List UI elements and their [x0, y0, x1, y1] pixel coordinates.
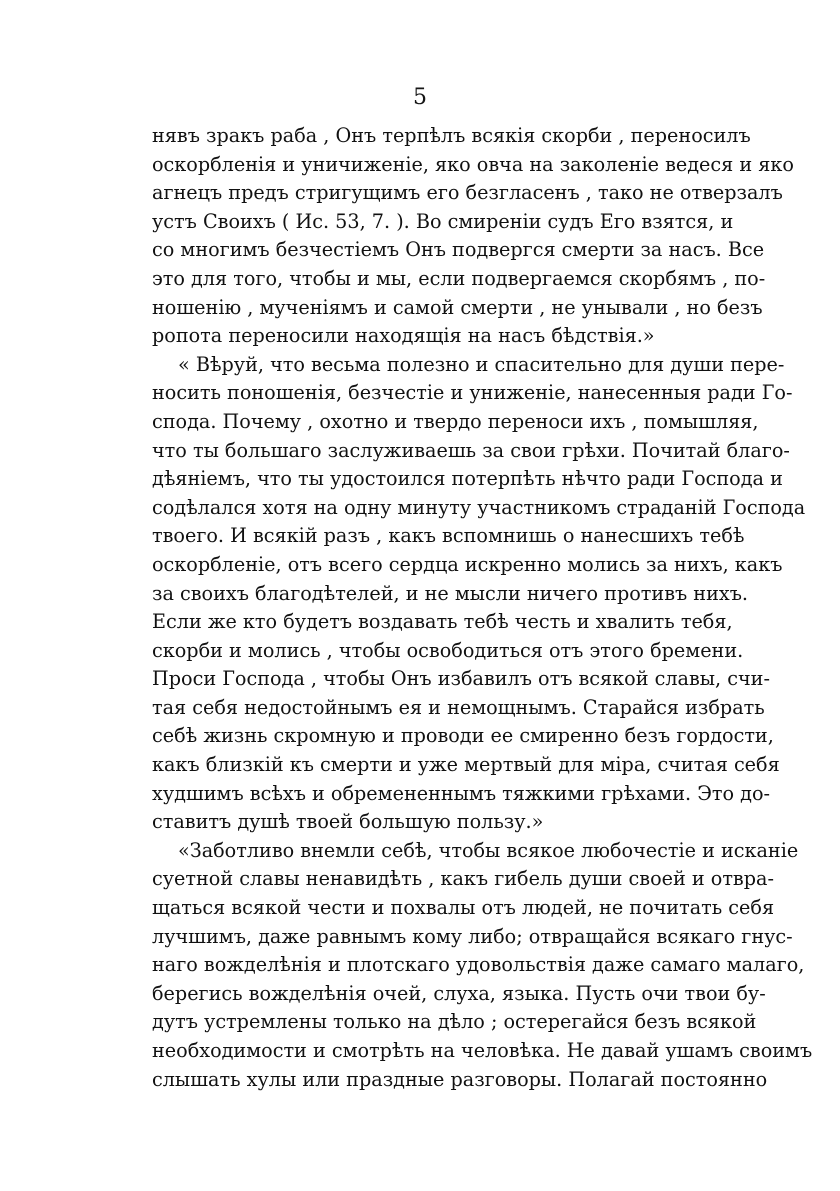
text-line: наго вожделѣнія и плотскаго удовольствія даже самаго малаго, [152, 953, 805, 977]
text-line: слышать хулы или праздные разговоры. Полагай постоянно [152, 1067, 768, 1091]
text-line: худшимъ всѣхъ и обремененнымъ тяжкими грѣхами. Это до- [152, 781, 771, 805]
text-line: за своихъ благодѣтелей, и не мысли ничего противъ нихъ. [152, 581, 749, 605]
text-line: « Вѣруй, что весьма полезно и спасительно для души пере- [178, 352, 785, 376]
text-line: дѣяніемъ, что ты удостоился потерпѣть нѣчто ради Господа и [152, 467, 783, 491]
text-line: тая себя недостойнымъ ея и немощнымъ. Старайся избрать [152, 695, 765, 719]
text-line: какъ близкій къ смерти и уже мертвый для міра, считая себя [152, 753, 780, 777]
text-line: лучшимъ, даже равнымъ кому либо; отвращайся всякаго гнус- [152, 924, 793, 948]
text-line: содѣлался хотя на одну минуту участникомъ страданій Господа [152, 495, 806, 519]
text-line: это для того, чтобы и мы, если подвергаемся скорбямъ , по- [152, 266, 766, 290]
text-line: берегись вожделѣнія очей, слуха, языка. Пусть очи твои бу- [152, 981, 766, 1005]
text-line: оскорбленія и уничиженіе, яко овча на заколеніе ведеся и яко [152, 152, 794, 176]
text-line: Если же кто будетъ воздавать тебѣ честь и хвалить тебя, [152, 610, 733, 634]
text-line: Проси Господа , чтобы Онъ избавилъ отъ всякой славы, счи- [152, 667, 770, 691]
text-line: суетной славы ненавидѣть , какъ гибель души своей и отвра- [152, 867, 774, 891]
page-number: 5 [413, 85, 427, 110]
text-line: твоего. И всякій разъ , какъ вспомнишь о нанесшихъ тебѣ [152, 524, 745, 548]
text-line: агнецъ предъ стригущимъ его безгласенъ , тако не отверзалъ [152, 181, 783, 205]
text-line: нявъ зракъ раба , Онъ терпѣлъ всякія скорби , переносилъ [152, 124, 751, 147]
text-line: спода. Почему , охотно и твердо переноси ихъ , помышляя, [152, 409, 759, 433]
page-text [152, 122, 813, 1094]
text-line: дутъ устремлены только на дѣло ; остерегайся безъ всякой [152, 1010, 757, 1034]
text-line: со многимъ безчестіемъ Онъ подвергся смерти за насъ. Все [152, 238, 765, 262]
text-line: необходимости и смотрѣть на человѣка. Не давай ушамъ своимъ [152, 1039, 813, 1062]
text-line: скорби и молись , чтобы освободиться отъ этого бремени. [152, 638, 744, 662]
text-line: ставитъ душѣ твоей большую пользу.» [152, 810, 544, 834]
text-line: оскорбленіе, отъ всего сердца искренно молись за нихъ, какъ [152, 552, 783, 576]
text-line: что ты большаго заслуживаешь за свои грѣхи. Почитай благо- [152, 438, 790, 462]
text-line: устъ Своихъ ( Ис. 53, 7. ). Во смиреніи судъ Его взятся, и [152, 209, 734, 233]
text-line: щаться всякой чести и похвалы отъ людей, не почитать себя [152, 896, 775, 920]
text-line: «Заботливо внемли себѣ, чтобы всякое любочестіе и исканіе [178, 838, 799, 862]
text-line: ношенію , мученіямъ и самой смерти , не унывали , но безъ [152, 295, 763, 319]
text-line: носить поношенія, безчестіе и униженіе, нанесенныя ради Го- [152, 381, 793, 405]
text-line: ропота переносили находящія на насъ бѣдствія.» [152, 324, 655, 348]
text-line: себѣ жизнь скромную и проводи ее смиренно безъ гордости, [152, 724, 774, 748]
